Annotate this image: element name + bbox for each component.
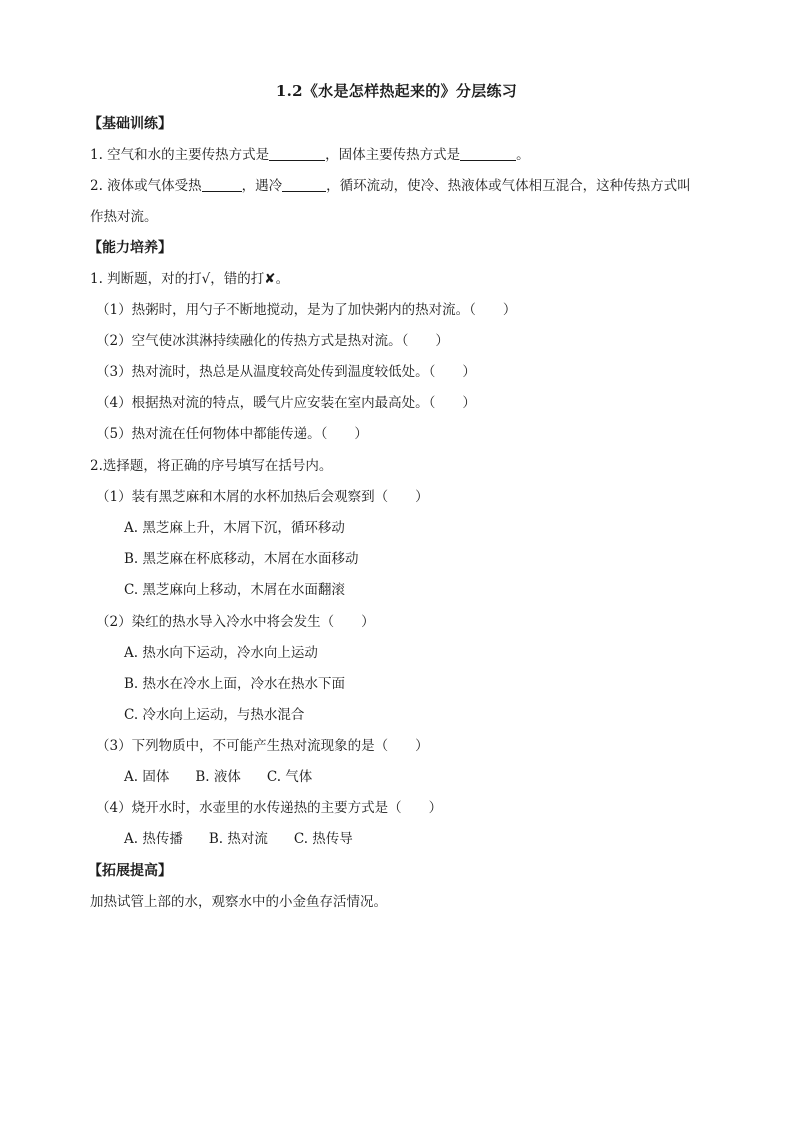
choice-question-2: （2）染红的热水导入冷水中将会发生（ ）: [96, 614, 375, 630]
judge-item-1: （1）热粥时，用勺子不断地搅动，是为了加快粥内的热对流。（ ）: [96, 302, 517, 318]
choice-3-option-a: A. 固体: [124, 769, 170, 785]
basic-question-2-continued: 作热对流。: [90, 209, 158, 225]
q2-text-start: 2. 液体或气体受热: [90, 178, 202, 194]
q2-text-mid: ，遇冷: [241, 178, 283, 194]
choice-3-options: [124, 767, 312, 787]
choice-3-option-b: B. 液体: [195, 769, 241, 785]
section-heading-extension: 【拓展提高】: [88, 863, 172, 879]
answer-blank[interactable]: [202, 177, 242, 192]
choice-question-3: （3）下列物质中，不可能产生热对流现象的是（ ）: [96, 738, 429, 754]
choice-1-option-a: A. 黑芝麻上升，木屑下沉，循环移动: [124, 520, 345, 536]
judge-item-5: （5）热对流在任何物体中都能传递。（ ）: [96, 426, 368, 442]
basic-question-1: [90, 145, 530, 165]
choice-1-option-c: C. 黑芝麻向上移动，木屑在水面翻滚: [124, 582, 345, 598]
choice-2-option-b: B. 热水在冷水上面，冷水在热水下面: [124, 676, 346, 692]
choice-4-options: [124, 829, 353, 849]
q1-text-mid: ，固体主要传热方式是: [325, 147, 461, 163]
choice-1-option-b: B. 黑芝麻在杯底移动，木屑在水面移动: [124, 551, 359, 567]
q1-text-end: 。: [516, 147, 530, 163]
q1-text-start: 1. 空气和水的主要传热方式是: [90, 147, 270, 163]
answer-blank[interactable]: [282, 177, 326, 192]
basic-question-2: [90, 176, 691, 196]
answer-blank[interactable]: [269, 146, 325, 161]
choice-intro: 2.选择题，将正确的序号填写在括号内。: [90, 458, 333, 474]
choice-question-1: （1）装有黑芝麻和木屑的水杯加热后会观察到（ ）: [96, 489, 429, 505]
choice-2-option-a: A. 热水向下运动，冷水向上运动: [124, 645, 318, 661]
choice-4-option-c: C. 热传导: [293, 831, 353, 847]
judge-item-2: （2）空气使冰淇淋持续融化的传热方式是热对流。（ ）: [96, 333, 449, 349]
section-heading-basic: 【基础训练】: [88, 116, 172, 132]
choice-4-option-b: B. 热对流: [208, 831, 268, 847]
section-heading-ability: 【能力培养】: [88, 240, 172, 256]
choice-2-option-c: C. 冷水向上运动，与热水混合: [124, 707, 305, 723]
judge-intro: 1. 判断题，对的打√，错的打✘。: [90, 271, 290, 287]
page-title: 1.2《水是怎样热起来的》分层练习: [275, 82, 518, 100]
choice-4-option-a: A. 热传播: [124, 831, 183, 847]
choice-3-option-c: C. 气体: [266, 769, 313, 785]
answer-blank[interactable]: [460, 146, 516, 161]
choice-question-4: （4）烧开水时，水壶里的水传递热的主要方式是（ ）: [96, 800, 443, 816]
extension-task: 加热试管上部的水，观察水中的小金鱼存活情况。: [90, 894, 387, 910]
q2-text-end: ，循环流动，使冷、热液体或气体相互混合，这种传热方式叫: [326, 178, 691, 194]
judge-item-3: （3）热对流时，热总是从温度较高处传到温度较低处。（ ）: [96, 364, 476, 380]
judge-item-4: （4）根据热对流的特点，暖气片应安装在室内最高处。（ ）: [96, 395, 476, 411]
